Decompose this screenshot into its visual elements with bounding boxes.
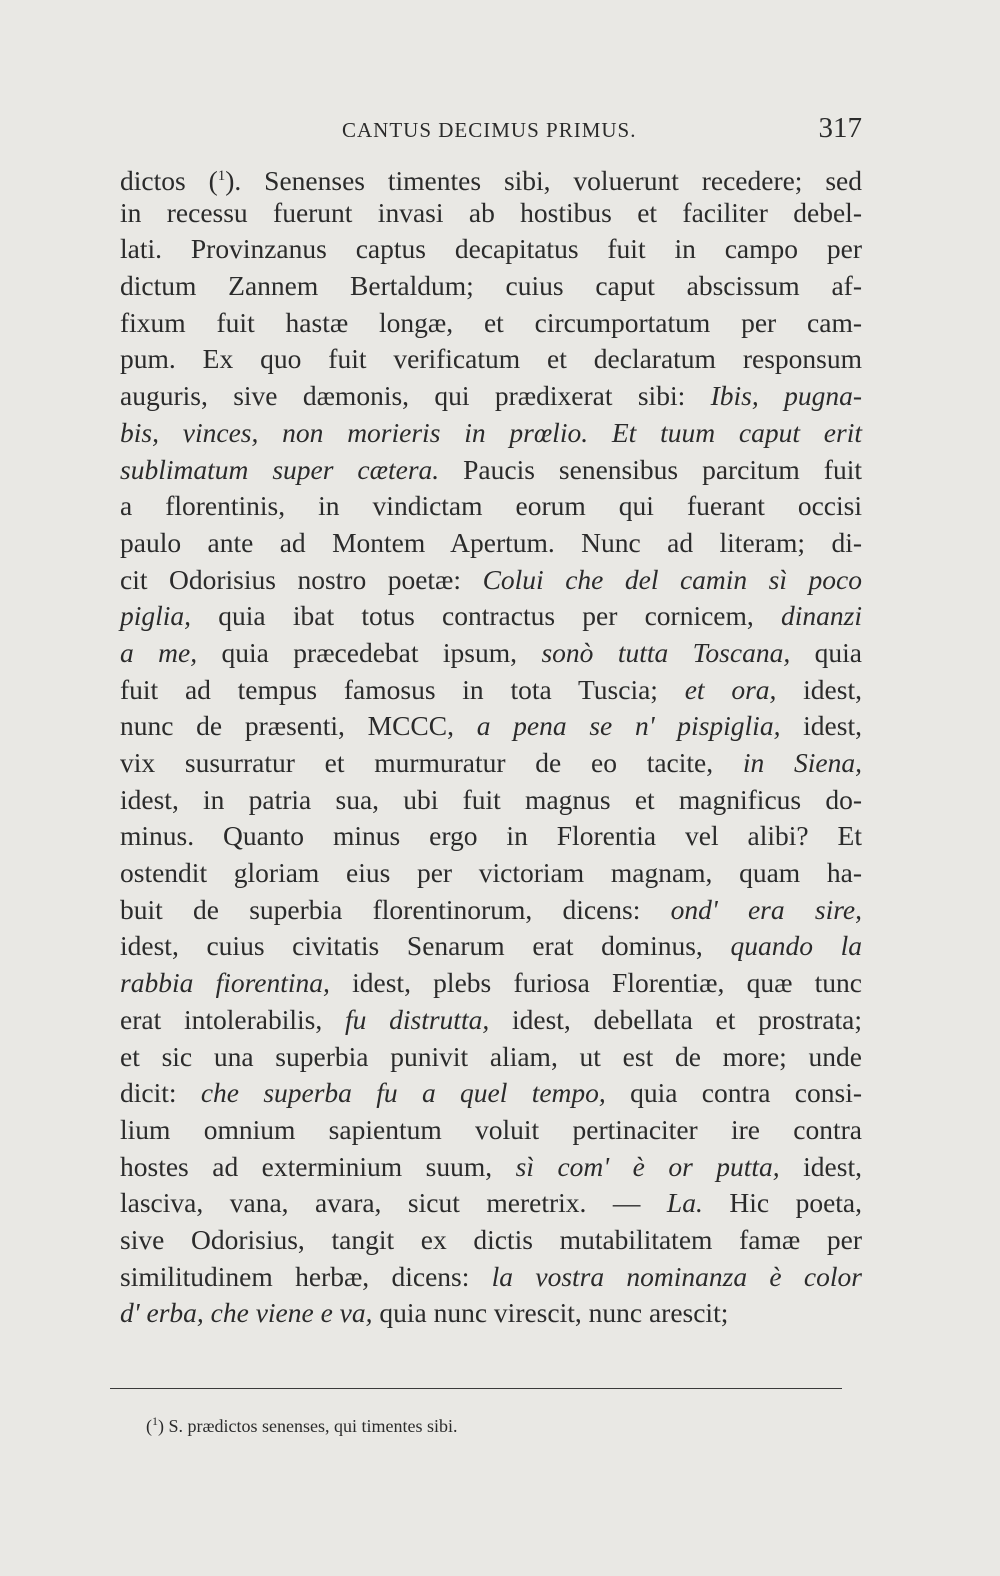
text-line [120,268,862,305]
text-segment: quia [790,636,862,668]
text-segment: hostes ad exterminium suum, [120,1150,516,1182]
text-segment: idest, [779,1150,862,1182]
text-segment: dictos ( [120,165,218,197]
text-segment: fuit ad tempus famosus in tota Tuscia; [120,673,685,705]
text-segment: idest, plebs furiosa Florentiæ, quæ tunc [329,967,862,999]
text-line [120,1002,862,1039]
italic-quote: dinanzi [781,600,862,632]
italic-quote: quando la [730,930,863,962]
text-line [120,598,862,635]
text-segment: similitudinem herbæ, dicens: [120,1260,492,1292]
text-line [120,1185,862,1222]
text-line [120,1112,862,1149]
italic-quote: a pena se n' pispiglia, [476,710,781,742]
text-segment: lium omnium sapientum voluit pertinaciter ire contra [120,1113,862,1145]
italic-quote: fu distrutta, [344,1003,490,1035]
italic-quote: sublimatum super cætera. [120,453,440,485]
text-segment: auguris, sive dæmonis, qui prædixerat sibi: [120,380,711,412]
text-segment: quia contra consi- [605,1077,862,1109]
text-line [120,635,862,672]
text-line [120,1295,862,1332]
italic-quote: in Siena, [742,747,862,778]
text-segment: dictum Zannem Bertaldum; cuius caput abscissum af- [120,270,862,302]
text-line [120,1075,862,1112]
italic-quote: La. [666,1187,703,1219]
text-line [120,1149,862,1186]
text-line [120,305,862,342]
italic-quote: la vostra nominanza è color [491,1260,862,1292]
footnote: ($^1$) S. prædictos senenses, qui timentes sibi. [146,1414,458,1436]
running-title: CANTUS DECIMUS PRIMUS. [342,118,637,142]
italic-quote: d' erba, che viene e va, [120,1297,373,1329]
text-segment: lasciva, vana, avara, sicut meretrix. — [120,1187,667,1219]
text-line [120,745,862,782]
italic-quote: a me, [120,636,198,668]
italic-quote: piglia, [120,600,192,632]
italic-quote: Ibis, pugna- [710,380,862,412]
text-segment: pum. Ex quo fuit verificatum et declaratum responsum [120,343,862,375]
main-text [120,158,862,1332]
text-line [120,488,862,525]
running-head [120,112,862,148]
text-line [120,965,862,1002]
text-segment: idest, [780,710,862,742]
text-segment: sive Odorisius, tangit ex dictis mutabilitatem famæ per [120,1223,862,1255]
text-line [120,562,862,599]
italic-quote: rabbia fiorentina, [120,967,330,999]
text-segment: ). Senenses timentes sibi, voluerunt recedere; sed [225,165,862,197]
italic-quote: Colui che del camin sì poco [482,563,862,595]
text-line [120,855,862,892]
footnote-reference: 1 [217,168,226,184]
text-line [120,195,862,232]
footnote-marker: 1 [152,1414,158,1428]
text-segment: quia ibat totus contractus per cornicem, [191,600,782,632]
text-segment: ostendit gloriam eius per victoriam magnam, quam ha- [120,857,862,889]
text-segment: Hic poeta, [702,1187,862,1219]
italic-quote: ond' era sire, [670,893,862,925]
text-segment: et sic una superbia punivit aliam, ut est de more; unde [120,1040,862,1072]
text-segment: quia nunc virescit, nunc arescit; [372,1297,729,1329]
text-line [120,818,862,855]
text-line [120,928,862,965]
italic-quote: et ora, [684,673,777,705]
text-line [120,1259,862,1296]
text-segment: Paucis senensibus parcitum fuit [439,453,862,485]
text-line [120,1222,862,1259]
text-line [120,158,862,195]
text-segment: dicit: [120,1077,201,1109]
text-segment: vix susurratur et murmuratur de eo tacite, [120,747,743,778]
text-segment: paulo ante ad Montem Apertum. Nunc ad literam; di- [120,526,862,558]
text-segment: cit Odorisius nostro poetæ: [120,563,483,595]
italic-quote: sonò tutta Toscana, [541,636,791,668]
text-segment: buit de superbia florentinorum, dicens: [120,893,671,925]
text-segment: idest, in patria sua, ubi fuit magnus et magnificus do- [120,783,862,815]
text-line [120,378,862,415]
text-segment: erat intolerabilis, [120,1003,345,1035]
text-line [120,415,862,452]
text-segment: minus. Quanto minus ergo in Florentia vel alibi? Et [120,820,862,852]
text-segment: idest, debellata et prostrata; [489,1003,862,1035]
text-segment: a florentinis, in vindictam eorum qui fuerant occisi [120,490,862,522]
page-number: 317 [818,112,862,144]
text-line [120,231,862,268]
text-segment: idest, cuius civitatis Senarum erat dominus, [120,930,731,962]
text-segment: quia præcedebat ipsum, [197,636,542,668]
text-line [120,782,862,819]
text-line [120,341,862,378]
footnote-rule [110,1388,842,1389]
text-line [120,672,862,709]
italic-quote: sì com' è or putta, [515,1150,780,1182]
text-segment: idest, [776,673,862,705]
text-line [120,708,862,745]
text-line [120,525,862,562]
footnote-text: S. prædictos senenses, qui timentes sibi. [168,1416,458,1436]
italic-quote: bis, vinces, non morieris in prœlio. Et tuum caput erit [120,416,862,448]
text-segment: in recessu fuerunt invasi ab hostibus et faciliter debel- [120,196,862,228]
italic-quote: che superba fu a quel tempo, [200,1077,606,1109]
text-line [120,1039,862,1076]
text-line [120,452,862,489]
text-segment: nunc de præsenti, MCCC, [120,710,477,742]
text-segment: lati. Provinzanus captus decapitatus fuit in campo per [120,233,862,265]
text-segment: fixum fuit hastæ longæ, et circumportatum per cam- [120,306,862,338]
text-line [120,892,862,929]
